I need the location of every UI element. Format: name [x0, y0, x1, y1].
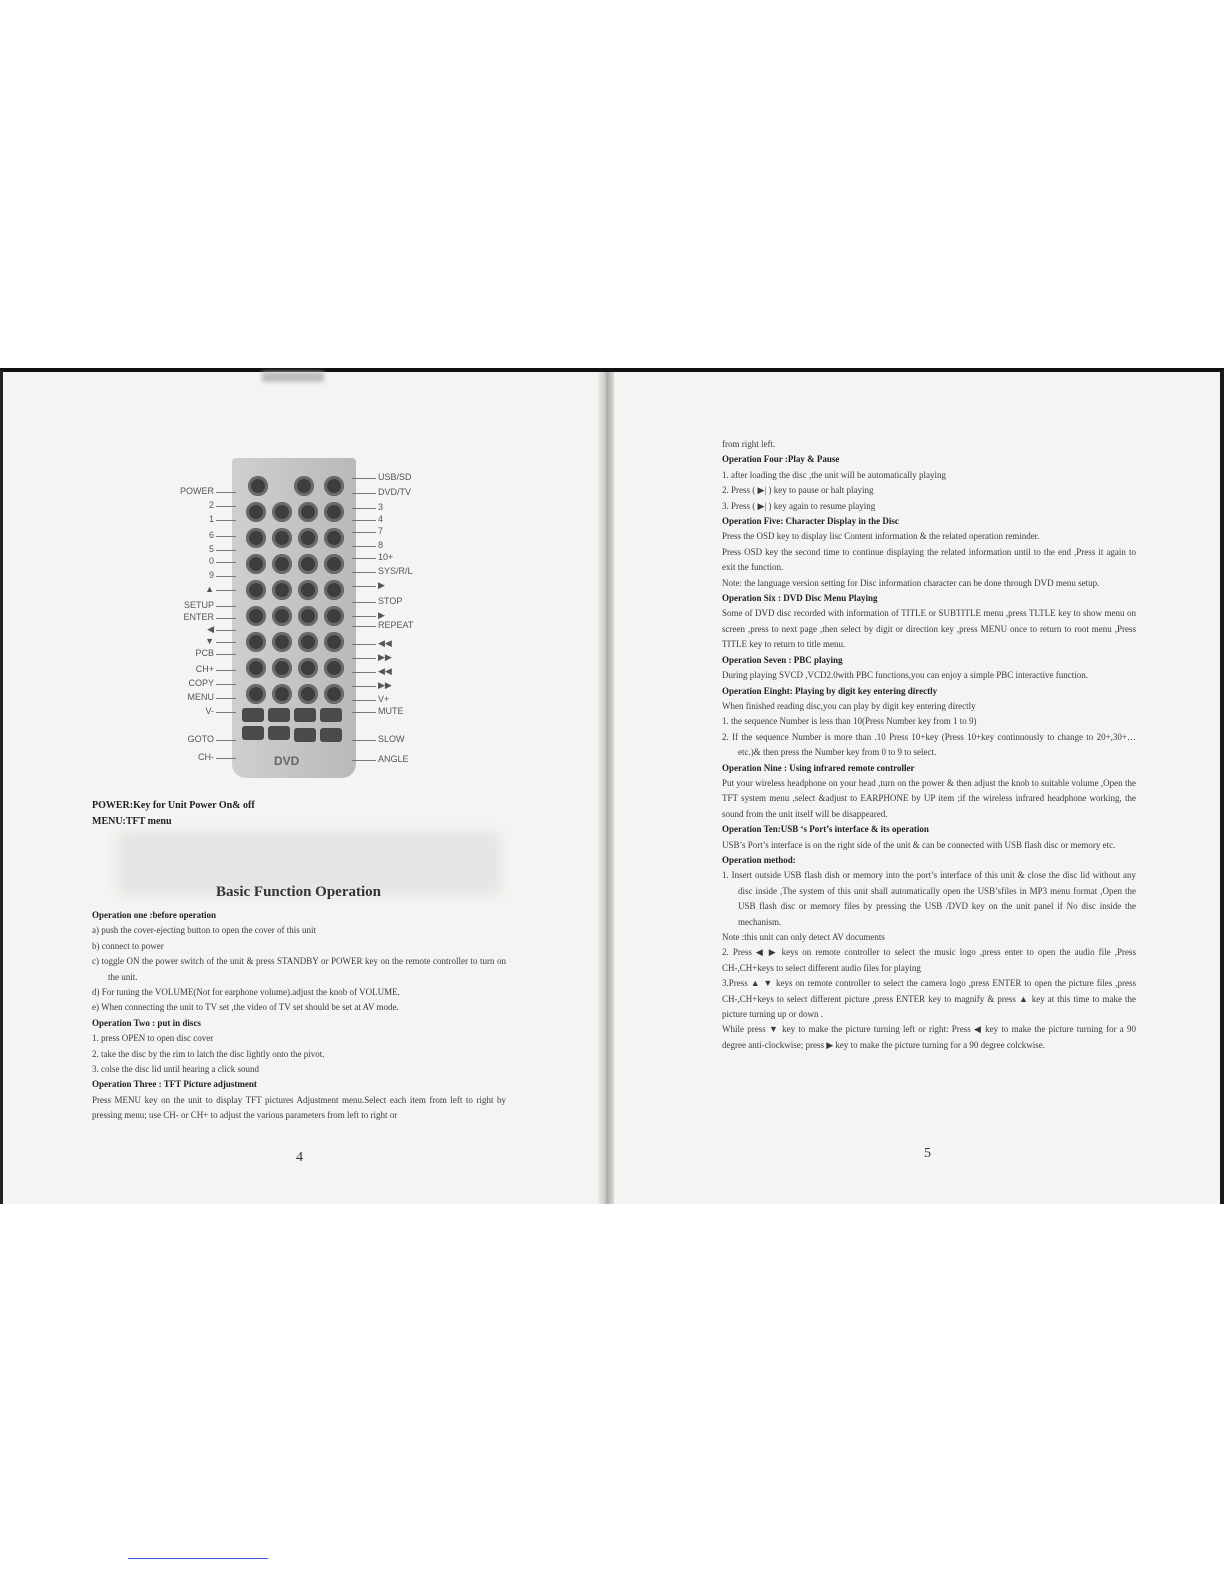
remote-label-left: POWER: [179, 486, 214, 496]
paragraph: 1. Insert outside USB flash dish or memory into the port’s interface of this unit & close the disc lid without any disc inside ,The system of this unit shall automatically open the USB’sfiles in MP3 menu format ,Open the USB flash disc or memory files by pressing the USB /DVD key on the unit panel if No disc inside the mechanism.: [722, 870, 1136, 927]
remote-button-graphic: [246, 632, 266, 652]
remote-label-left: SETUP: [183, 600, 214, 610]
paragraph: Press OSD key the second time to continue displaying the related information until to the end ,Press it again to exit the function.: [722, 546, 1136, 573]
paragraph: Press MENU key on the unit to display TFT pictures Adjustment menu.Select each item from left to right by pressing menu; use CH- or CH+ to adjust the various parameters from left to right or: [92, 1094, 506, 1121]
remote-button-graphic: [324, 684, 344, 704]
caption-power: POWER:Key for Unit Power On& off: [92, 800, 255, 811]
remote-button-graphic: [272, 684, 292, 704]
remote-label-left: 1: [208, 514, 214, 524]
remote-button-graphic: [294, 476, 314, 496]
leader-line: [352, 586, 376, 587]
leader-line: [352, 546, 376, 547]
remote-label-right: ◀◀: [378, 666, 392, 676]
remote-label-right: DVD/TV: [378, 487, 412, 497]
operation-heading: Operation Two : put in discs: [92, 1017, 201, 1028]
remote-button-graphic: [324, 476, 344, 496]
remote-label-left: 9: [208, 570, 214, 580]
remote-button-graphic: [246, 554, 266, 574]
leader-line: [216, 642, 236, 643]
remote-label-left: CH-: [198, 752, 214, 762]
paragraph: c) toggle ON the power switch of the unit & press STANDBY or POWER key on the remote controller to turn on the unit.: [92, 956, 506, 982]
remote-key-graphic: [320, 708, 342, 722]
remote-button-graphic: [246, 502, 266, 522]
remote-label-right: 4: [378, 514, 384, 524]
leader-line: [352, 572, 376, 573]
remote-label-left: ◀: [207, 624, 214, 634]
leader-line: [216, 550, 236, 551]
leader-line: [216, 698, 236, 699]
leader-line: [216, 536, 236, 537]
remote-label-right: SLOW: [378, 734, 405, 744]
operation-heading: Operation Five: Character Display in the Disc: [722, 516, 899, 527]
paragraph: During playing SVCD ,VCD2.0with PBC functions,you can enjoy a simple PBC interactive function.: [722, 670, 1088, 681]
leader-line: [352, 712, 376, 713]
paragraph: from right left.: [722, 439, 776, 449]
leader-line: [216, 590, 236, 591]
remote-button-graphic: [324, 658, 344, 678]
remote-label-right: REPEAT: [378, 620, 414, 630]
operation-heading: Operation Ten:USB ‘s Port’s interface & its operation: [722, 824, 929, 835]
remote-button-graphic: [298, 684, 318, 704]
paragraph: Put your wireless headphone on your head ,turn on the power & then adjust the knob to suitable volume ,Open the TFT system menu ,select &adjust to EARPHONE by UP item ;if the wireless infrared headphone working, the sound from the unit itself will be disappeared.: [722, 777, 1136, 819]
leader-line: [216, 576, 236, 577]
remote-key-graphic: [268, 726, 290, 740]
operation-heading: Operation Three : TFT Picture adjustment: [92, 1079, 257, 1090]
remote-label-right: ANGLE: [378, 754, 409, 764]
paragraph: 2. Press ( ▶| ) key to pause or halt playing: [722, 485, 874, 496]
leader-line: [216, 712, 236, 713]
remote-controller-image: [232, 458, 356, 778]
leader-line: [352, 602, 376, 603]
leader-line: [352, 740, 376, 741]
remote-button-graphic: [246, 658, 266, 678]
leader-line: [352, 558, 376, 559]
book-gutter: [598, 372, 614, 1204]
leader-line: [352, 616, 376, 617]
leader-line: [352, 532, 376, 533]
remote-button-graphic: [324, 554, 344, 574]
leader-line: [216, 630, 236, 631]
remote-key-graphic: [242, 726, 264, 740]
remote-label-left: 2: [208, 500, 214, 510]
leader-line: [216, 684, 236, 685]
remote-button-graphic: [246, 606, 266, 626]
leader-line: [352, 626, 376, 627]
operation-heading: Operation Four :Play & Pause: [722, 454, 840, 465]
remote-label-right: SYS/R/L: [378, 566, 413, 576]
remote-label-left: ▼: [205, 636, 214, 646]
remote-button-graphic: [324, 632, 344, 652]
remote-button-graphic: [272, 502, 292, 522]
leader-line: [216, 520, 236, 521]
remote-button-graphic: [272, 658, 292, 678]
remote-label-right: 3: [378, 502, 384, 512]
paragraph: 3. Press ( ▶| ) key again to resume playing: [722, 500, 876, 511]
leader-line: [352, 478, 376, 479]
section-heading: Basic Function Operation: [216, 884, 382, 900]
remote-key-graphic: [268, 708, 290, 722]
operation-heading: Operation Seven : PBC playing: [722, 654, 843, 665]
paragraph: Some of DVD disc recorded with information of TITLE or SUBTITLE menu ,press TLTLE key to show menu on screen ,press to next page ,then select by digit or direction key ,press MENU once to return to root menu ,Press TITLE key to return to title menu.: [722, 608, 1136, 650]
remote-button-graphic: [298, 528, 318, 548]
paragraph: Note: the language version setting for Disc information character can be done through DVD menu setup.: [722, 577, 1100, 588]
leader-line: [216, 492, 236, 493]
leader-line: [352, 508, 376, 509]
paragraph: 3.Press ▲ ▼ keys on remote controller to select the camera logo ,press ENTER to open the picture files ,press CH-,CH+keys to select different picture ,press ENTER key to magnify & press ▲ key at this time to make the picture turning up or down .: [722, 978, 1136, 1020]
leader-line: [216, 740, 236, 741]
remote-button-graphic: [298, 606, 318, 626]
page-number-right: 5: [924, 1146, 931, 1161]
remote-button-graphic: [272, 606, 292, 626]
remote-label-left: PCB: [195, 648, 214, 658]
remote-label-left: ▲: [205, 584, 214, 594]
paragraph: 2. If the sequence Number is more than .10 Press 10+key (Press 10+key continuously to change to 20+,30+… etc.)& then press the Number key from 0 to 9 to select.: [722, 731, 1136, 758]
remote-button-graphic: [324, 502, 344, 522]
remote-button-graphic: [248, 476, 268, 496]
paragraph: e) When connecting the unit to TV set ,the video of TV set should be set at AV mode.: [92, 1002, 399, 1013]
leader-line: [352, 700, 376, 701]
right-page-text: [722, 437, 1136, 1053]
remote-button-graphic: [246, 528, 266, 548]
remote-label-right: ▶: [378, 580, 385, 590]
remote-button-graphic: [298, 580, 318, 600]
remote-label-right: ▶: [378, 610, 385, 620]
remote-button-graphic: [298, 554, 318, 574]
scan-edge-right: [1220, 370, 1224, 1204]
remote-label-left: V-: [205, 706, 214, 716]
remote-label-right: ▶▶: [378, 652, 392, 662]
paragraph: b) connect to power: [92, 940, 164, 951]
leader-line: [352, 658, 376, 659]
remote-label-right: ▶▶: [378, 680, 392, 690]
remote-button-graphic: [272, 528, 292, 548]
operation-heading: Operation one :before operation: [92, 910, 217, 920]
remote-key-graphic: [294, 728, 316, 742]
remote-button-graphic: [324, 580, 344, 600]
remote-logo: DVD: [274, 754, 300, 768]
paragraph: 1. the sequence Number is less than 10(Press Number key from 1 to 9): [722, 716, 977, 727]
remote-label-right: STOP: [378, 596, 403, 606]
leader-line: [216, 506, 236, 507]
remote-button-graphic: [272, 554, 292, 574]
remote-label-left: CH+: [195, 664, 214, 674]
page-number-left: 4: [296, 1150, 303, 1165]
paragraph: While press ▼ key to make the picture turning left or right: Press ◀ key to make the picture turning for a 90 degree anti-clockwise; press ▶ key to make the picture turning for a 90 degree colckwise.: [722, 1024, 1136, 1050]
paragraph: Press the OSD key to display lisc Content information & the related operation reminder.: [722, 531, 1040, 542]
leader-line: [352, 493, 376, 494]
left-page-text: [92, 908, 506, 1124]
remote-label-left: COPY: [188, 678, 214, 688]
leader-line: [352, 644, 376, 645]
paragraph: Note :this unit can only detect AV documents: [722, 932, 885, 942]
paragraph: d) For tuning the VOLUME(Not for earphone volume).adjust the knob of VOLUME.: [92, 987, 400, 998]
paragraph: 2. Press ◀ ▶ keys on remote controller to select the music logo ,press enter to open the audio file ,Press CH-,CH+keys to select different audio files for playing: [722, 947, 1136, 973]
leader-line: [352, 672, 376, 673]
remote-key-graphic: [320, 728, 342, 742]
operation-heading: Operation Einght: Playing by digit key entering directly: [722, 685, 938, 696]
remote-key-graphic: [294, 708, 316, 722]
remote-label-right: 8: [378, 540, 384, 550]
paragraph: 1. after loading the disc ,the unit will be automatically playing: [722, 469, 946, 480]
underline-rule: [128, 1558, 268, 1559]
scan-edge-left: [0, 370, 3, 1204]
remote-label-right: 10+: [378, 552, 394, 562]
remote-button-graphic: [324, 528, 344, 548]
remote-label-left: MENU: [187, 692, 214, 702]
leader-line: [352, 686, 376, 687]
leader-line: [216, 654, 236, 655]
remote-label-right: 7: [378, 526, 384, 536]
operation-heading: Operation Nine : Using infrared remote controller: [722, 762, 915, 773]
leader-line: [352, 760, 376, 761]
remote-button-graphic: [246, 684, 266, 704]
leader-line: [216, 758, 236, 759]
remote-label-right: MUTE: [378, 706, 404, 716]
remote-button-graphic: [272, 632, 292, 652]
remote-button-graphic: [246, 580, 266, 600]
paragraph: 2. take the disc by the rim to latch the disc lightly onto the pivot.: [92, 1048, 325, 1059]
leader-line: [216, 606, 236, 607]
remote-label-left: ENTER: [183, 612, 214, 622]
operation-heading: Operation Six : DVD Disc Menu Playing: [722, 593, 878, 604]
remote-label-left: GOTO: [187, 734, 214, 744]
remote-button-graphic: [324, 606, 344, 626]
remote-button-graphic: [298, 632, 318, 652]
leader-line: [216, 562, 236, 563]
paragraph: 3. colse the disc lid until hearing a click sound: [92, 1064, 259, 1075]
remote-label-right: ◀◀: [378, 638, 392, 648]
operation-heading: Operation method:: [722, 854, 796, 865]
leader-line: [216, 670, 236, 671]
remote-label-left: 5: [208, 544, 214, 554]
caption-menu: MENU:TFT menu: [92, 816, 172, 827]
paragraph: a) push the cover-ejecting button to open the cover of this unit: [92, 925, 317, 936]
paragraph: USB’s Port’s interface is on the right side of the unit & can be connected with USB flash disc or memory etc.: [722, 839, 1116, 850]
remote-label-left: 0: [208, 556, 214, 566]
remote-button-graphic: [298, 502, 318, 522]
remote-button-graphic: [272, 580, 292, 600]
remote-label-left: 6: [208, 530, 214, 540]
paragraph: When finished reading disc,you can play by digit key entering directly: [722, 700, 976, 711]
remote-label-right: USB/SD: [378, 472, 412, 482]
leader-line: [352, 520, 376, 521]
remote-button-graphic: [298, 658, 318, 678]
remote-label-right: V+: [378, 694, 390, 704]
remote-key-graphic: [242, 708, 264, 722]
paragraph: 1. press OPEN to open disc cover: [92, 1033, 214, 1044]
scan-smudge: [262, 372, 324, 382]
leader-line: [216, 618, 236, 619]
